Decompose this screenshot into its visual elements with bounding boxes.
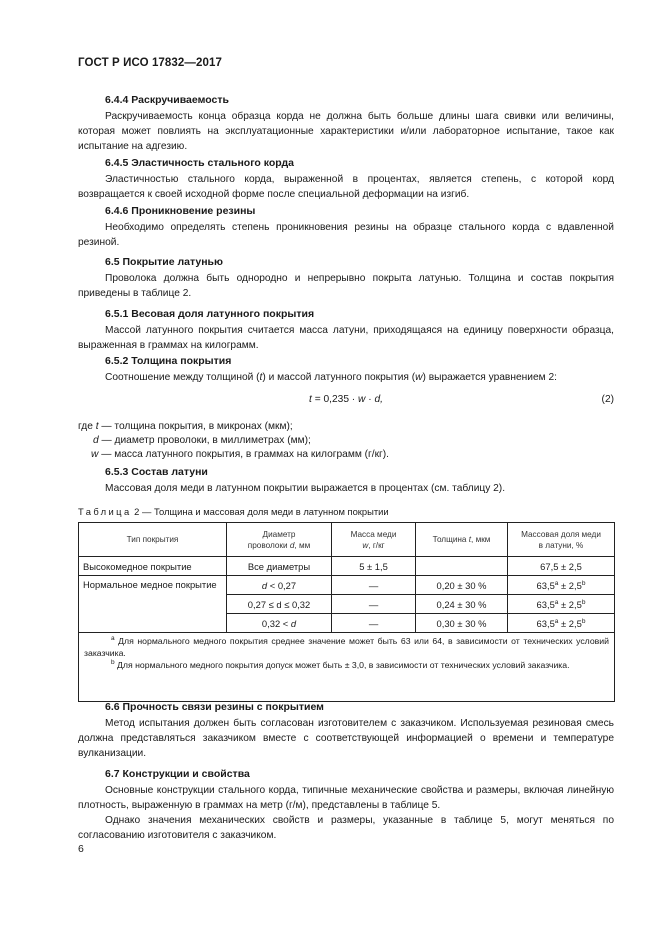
section-heading-6-4-4: 6.4.4 Раскручиваемость: [105, 94, 229, 106]
paragraph-6-6: Метод испытания должен быть согласован изготовителем с заказчиком. Используемая резиновая смесь должна представляться заказчиком вместе с соответствующей информацией о времени и температуре вулканизации.: [78, 718, 614, 760]
where-t: где t — толщина покрытия, в микронах (мкм);: [78, 421, 293, 432]
cell-thickness: [416, 557, 508, 576]
section-heading-6-7: 6.7 Конструкции и свойства: [105, 768, 250, 780]
paragraph-6-5-2: Соотношение между толщиной (t) и массой латунного покрытия (w) выражается уравнением 2:: [105, 372, 557, 383]
cell-mass: —: [332, 595, 416, 614]
cell-mass: 5 ± 1,5: [332, 557, 416, 576]
note-b: $^b$ Для нормального медного покрытия допуск может быть ± 3,0, в зависимости от технических условий заказчика.: [111, 658, 570, 670]
cell-copper: 63,5$^a$ ± 2,5$^b$: [508, 614, 615, 633]
cell-thickness: 0,24 ± 30 %: [416, 595, 508, 614]
table-row: [79, 576, 615, 595]
section-heading-6-5-2: 6.5.2 Толщина покрытия: [105, 355, 232, 367]
col-copper-fraction: Массовая доля меди в латуни, %: [508, 523, 615, 557]
table-2: [78, 522, 615, 702]
table-2-caption: Таблица 2 — Толщина и массовая доля меди в латунном покрытии: [78, 506, 389, 517]
cell-type: Высокомедное покрытие: [79, 557, 227, 576]
col-diameter: Диаметр проволоки d, мм: [227, 523, 332, 557]
col-coating-type: Тип покрытия: [79, 523, 227, 557]
table-header-row: [79, 523, 615, 557]
document-header: ГОСТ Р ИСО 17832—2017: [78, 57, 223, 69]
paragraph-6-4-6: Необходимо определять степень проникновения резины на образце стального корда с вдавленной резиной.: [78, 222, 614, 249]
cell-copper: 63,5$^a$ ± 2,5$^b$: [508, 595, 615, 614]
cell-copper: 63,5$^a$ ± 2,5$^b$: [508, 576, 615, 595]
paragraph-6-5: Проволока должна быть однородно и непрерывно покрыта латунью. Толщина и состав покрытия приведены в таблице 2.: [78, 273, 614, 300]
col-thickness: Толщина t, мкм: [416, 523, 508, 557]
note-a: $^a$ Для нормального медного покрытия среднее значение может быть 63 или 64, в зависимости от технических условий заказчика.: [84, 635, 609, 658]
cell-type: Нормальное медное покрытие: [79, 576, 227, 633]
cell-mass: —: [332, 614, 416, 633]
table-notes-row: [79, 633, 615, 702]
cell-diameter: 0,27 ≤ d ≤ 0,32: [227, 595, 332, 614]
cell-thickness: 0,20 ± 30 %: [416, 576, 508, 595]
paragraph-6-5-3: Массовая доля меди в латунном покрытии выражается в процентах (см. таблицу 2).: [105, 483, 506, 494]
section-heading-6-5: 6.5 Покрытие латунью: [105, 256, 223, 268]
col-copper-mass: Масса меди w, г/кг: [332, 523, 416, 557]
paragraph-6-4-5: Эластичностью стального корда, выраженной в процентах, является степень, с которой корд возвращается к своей исходной форме после специальной деформации на изгиб.: [78, 174, 614, 201]
section-heading-6-4-6: 6.4.6 Проникновение резины: [105, 205, 256, 217]
cell-mass: —: [332, 576, 416, 595]
paragraph-6-4-4: Раскручиваемость конца образца корда не должна быть больше длины шага свивки или величины, которая может повлиять на эксплуатационные характеристики и/или лабораторное испытание, такое как испытание на адгезию.: [78, 111, 614, 153]
cell-diameter: Все диаметры: [227, 557, 332, 576]
table-notes: [79, 633, 615, 702]
section-heading-6-4-5: 6.4.5 Эластичность стального корда: [105, 157, 294, 169]
cell-diameter: 0,32 < d: [227, 614, 332, 633]
where-d: d — диаметр проволоки, в миллиметрах (мм);: [93, 435, 311, 446]
where-w: w — масса латунного покрытия, в граммах на килограмм (г/кг).: [91, 449, 389, 460]
cell-copper: 67,5 ± 2,5: [508, 557, 615, 576]
section-heading-6-6: 6.6 Прочность связи резины с покрытием: [105, 701, 324, 713]
section-heading-6-5-3: 6.5.3 Состав латуни: [105, 466, 208, 478]
equation-number: (2): [601, 394, 614, 405]
cell-diameter: d < 0,27: [227, 576, 332, 595]
section-heading-6-5-1: 6.5.1 Весовая доля латунного покрытия: [105, 308, 315, 320]
paragraph-6-5-1: Массой латунного покрытия считается масса латуни, приходящаяся на единицу поверхности образца, выраженная в граммах на килограмм.: [78, 325, 614, 352]
table-row: [79, 557, 615, 576]
paragraph-6-7-b: Однако значения механических свойств и размеры, указанные в таблице 5, могут меняться по согласованию изготовителя с заказчиком.: [78, 815, 614, 842]
page-number: 6: [78, 843, 84, 855]
cell-thickness: 0,30 ± 30 %: [416, 614, 508, 633]
paragraph-6-7-a: Основные конструкции стального корда, типичные механические свойства и размеры, включая линейную плотность, выраженную в граммах на метр (г/м), представлены в таблице 5.: [78, 785, 614, 812]
